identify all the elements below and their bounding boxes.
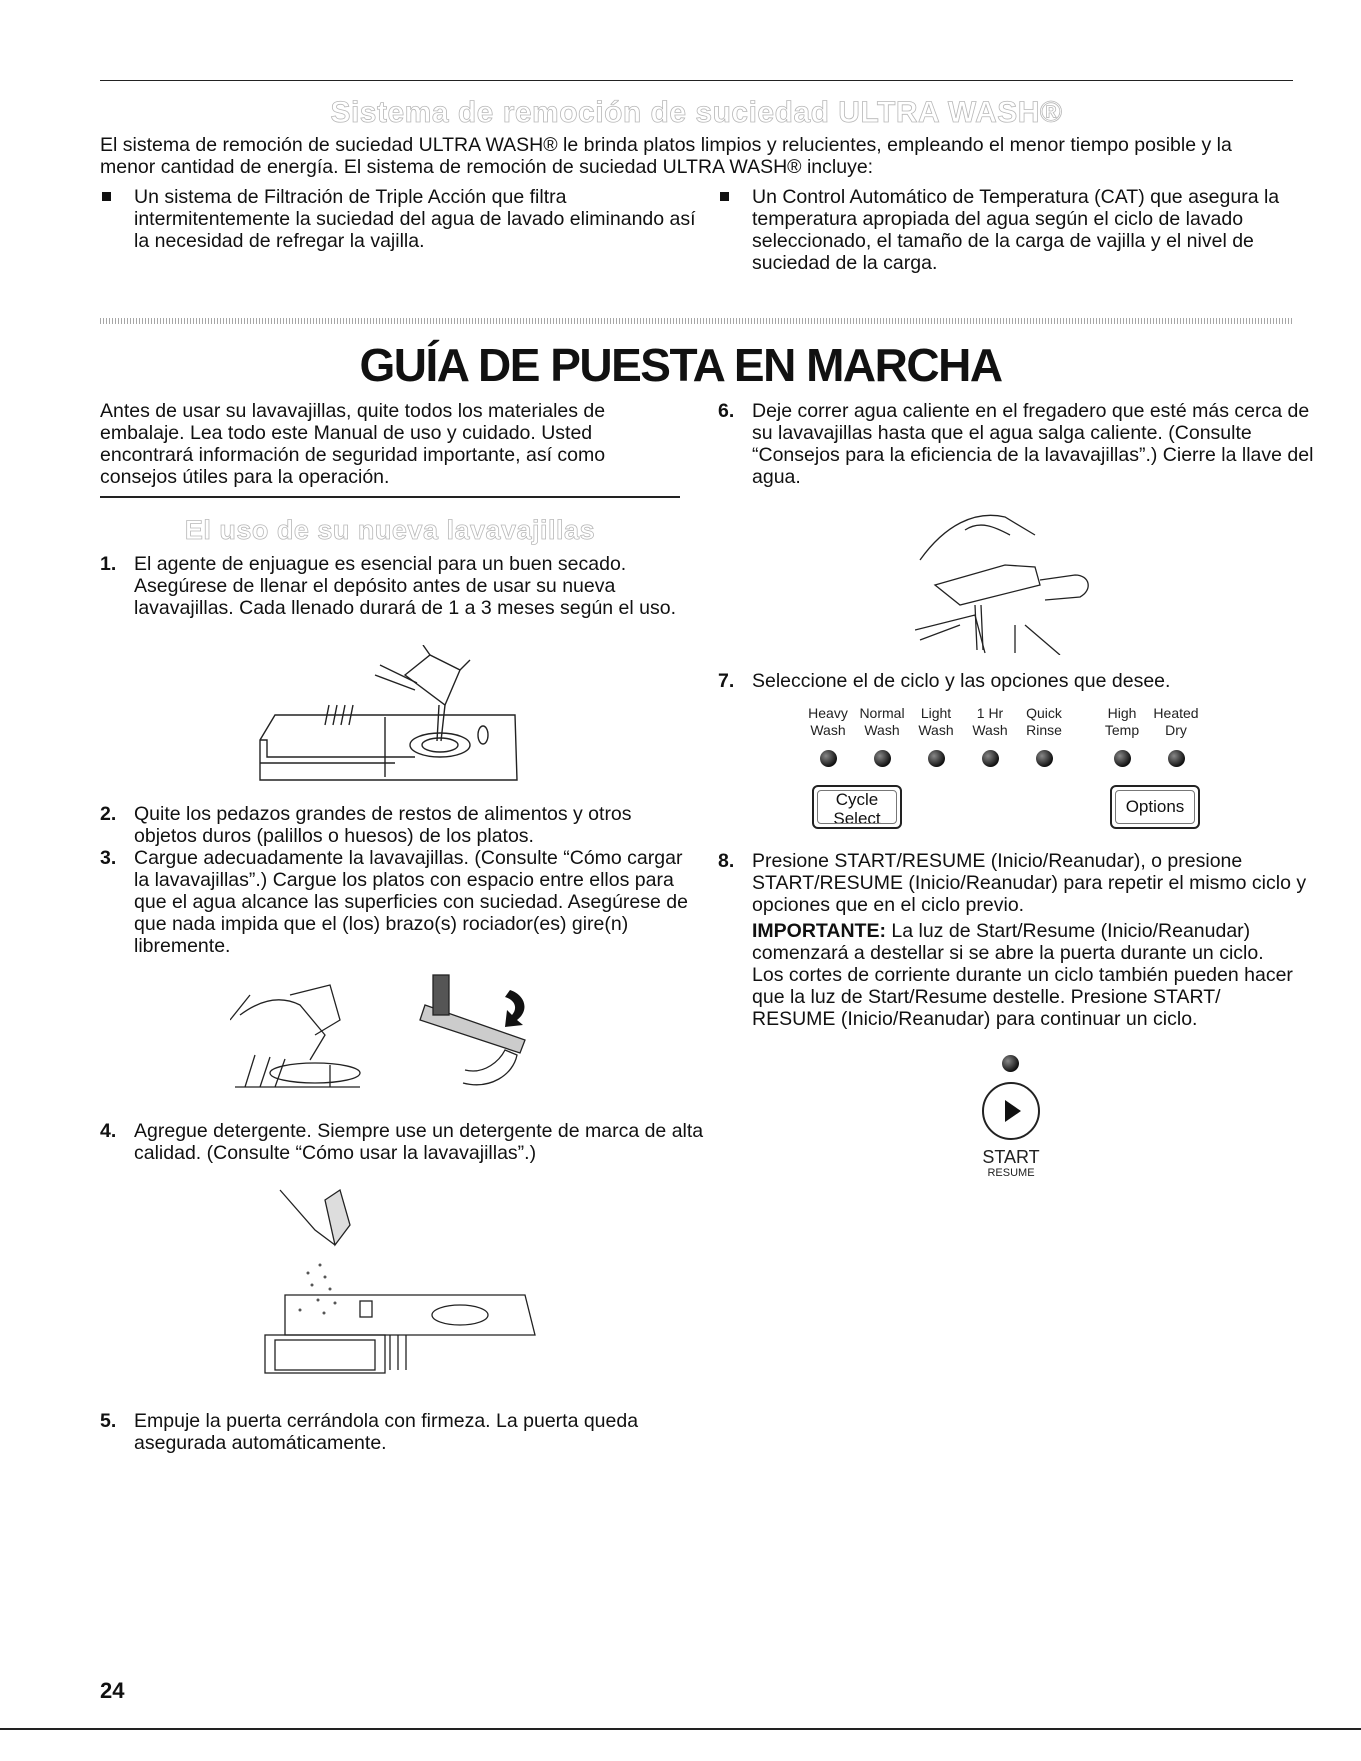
label-line: Temp xyxy=(1104,722,1140,738)
important-text: La luz de Start/Resume (Inicio/Reanudar) comenzará a destellar si se abre la puerta durante un ciclo. Los cortes de corriente durante un ciclo también pueden hacer que la luz de Start/Resume destelle. Presione START/ RESUME (Inicio/Reanudar) para continuar un ciclo. xyxy=(752,920,1293,1030)
button-label-line: Cycle xyxy=(835,790,879,809)
bullet-square xyxy=(720,192,729,201)
bullet-square xyxy=(102,192,111,201)
step-text: Deje correr agua caliente en el fregadero que esté más cerca de su lavavajillas hasta que el agua salga caliente. (Consulte “Consejos para la eficiencia de la lavavajillas”.) Cierre la llave del agua. xyxy=(752,400,1314,488)
label-line: Wash xyxy=(864,722,900,738)
step-7 xyxy=(718,670,1327,692)
step-text: Quite los pedazos grandes de restos de alimentos y otros objetos duros (palillos o huesos) de los platos. xyxy=(134,803,632,847)
important-note xyxy=(752,920,1297,1030)
cycle-heavy-wash-led xyxy=(820,750,837,767)
label-line: 1 Hr xyxy=(976,705,1004,721)
cycle-1hr-wash-label xyxy=(960,705,1020,739)
step-2 xyxy=(100,803,689,847)
ultrawash-title: Sistema de remoción de suciedad ULTRA WASH® xyxy=(330,96,1063,129)
option-high-temp-label xyxy=(1092,705,1152,739)
cycle-quick-rinse-label xyxy=(1014,705,1074,739)
step-5 xyxy=(100,1410,704,1454)
cycle-select-button[interactable] xyxy=(812,785,902,829)
option-high-temp-led xyxy=(1114,750,1131,767)
label-line: Wash xyxy=(810,722,846,738)
label-line: Dry xyxy=(1165,722,1187,738)
label-line: Wash xyxy=(918,722,954,738)
step-1 xyxy=(100,553,689,619)
spray-arm-illustration xyxy=(405,965,540,1090)
options-button[interactable] xyxy=(1110,785,1200,829)
cycle-1hr-wash-led xyxy=(982,750,999,767)
step-number: 4. xyxy=(100,1120,117,1142)
start-resume-led xyxy=(1002,1055,1019,1072)
label-line: Wash xyxy=(972,722,1008,738)
label-line: Heavy xyxy=(808,705,848,721)
step-text: Seleccione el de ciclo y las opciones que desee. xyxy=(752,670,1171,692)
button-label: Options xyxy=(1125,797,1185,816)
guide-title: GUÍA DE PUESTA EN MARCHA xyxy=(359,339,1002,391)
bullet-text: Un Control Automático de Temperatura (CAT) que asegura la temperatura apropiada del agua según el ciclo de lavado seleccionado, el tamaño de la carga de vajilla y el nivel de suciedad de la carga. xyxy=(752,186,1280,274)
section-separator xyxy=(100,318,1293,324)
rinse-aid-dispenser-illustration xyxy=(255,645,535,795)
step-text: Presione START/RESUME (Inicio/Reanudar), o presione START/RESUME (Inicio/Reanudar) para repetir el mismo ciclo y opciones que en el ciclo previo. xyxy=(752,850,1307,916)
step-4 xyxy=(100,1120,704,1164)
option-heated-dry-led xyxy=(1168,750,1185,767)
ultrawash-intro-line2: menor cantidad de energía. El sistema de remoción de suciedad ULTRA WASH® incluye: xyxy=(100,156,874,178)
button-label-line: Select xyxy=(833,809,881,828)
step-number: 7. xyxy=(718,670,735,692)
bottom-rule xyxy=(0,1728,1361,1730)
important-label: IMPORTANTE: xyxy=(752,920,886,942)
step-number: 1. xyxy=(100,553,117,575)
detergent-dispenser-illustration xyxy=(250,1185,540,1375)
step-8 xyxy=(718,850,1332,916)
bullet-text: Un sistema de Filtración de Triple Acción que filtra intermitentemente la suciedad del agua de lavado eliminando así la necesidad de refregar la vajilla. xyxy=(134,186,696,252)
ultrawash-intro-line1: El sistema de remoción de suciedad ULTRA WASH® le brinda platos limpios y relucientes, empleando el menor tiempo posible y la xyxy=(100,134,1232,156)
start-label: START xyxy=(982,1147,1040,1167)
cycle-light-wash-label xyxy=(906,705,966,739)
top-rule xyxy=(100,80,1293,81)
step-number: 3. xyxy=(100,847,117,869)
label-line: Heated xyxy=(1153,705,1199,721)
label-line: Rinse xyxy=(1026,722,1062,738)
cycle-light-wash-led xyxy=(928,750,945,767)
guide-intro: Antes de usar su lavavajillas, quite todos los materiales de embalaje. Lea todo este Manual de uso y cuidado. Usted encontrará información de seguridad importante, así como consejos útiles para la operación. xyxy=(100,400,606,488)
step-number: 5. xyxy=(100,1410,117,1432)
loading-dishes-illustration xyxy=(230,975,365,1095)
page-number: 24 xyxy=(100,1678,125,1703)
faucet-illustration xyxy=(915,505,1095,655)
cycle-heavy-wash-label xyxy=(798,705,858,739)
step-text: Agregue detergente. Siempre use un detergente de marca de alta calidad. (Consulte “Cómo usar la lavavajillas”.) xyxy=(134,1120,704,1164)
step-6 xyxy=(718,400,1327,488)
step-text: Empuje la puerta cerrándola con firmeza. La puerta queda asegurada automáticamente. xyxy=(134,1410,639,1454)
label-line: Light xyxy=(920,705,952,721)
step-number: 2. xyxy=(100,803,117,825)
left-column-rule xyxy=(100,496,680,498)
step-3 xyxy=(100,847,699,957)
cycle-normal-wash-led xyxy=(874,750,891,767)
label-line: Normal xyxy=(859,705,905,721)
cycle-normal-wash-label xyxy=(852,705,912,739)
ultrawash-bullet-filtration xyxy=(100,186,714,252)
step-number: 6. xyxy=(718,400,735,422)
cycle-quick-rinse-led xyxy=(1036,750,1053,767)
step-text: Cargue adecuadamente la lavavajillas. (Consulte “Cómo cargar la lavavajillas”.) Cargue los platos con espacio entre ellos para que el agua alcance las superficies con suciedad. Asegúrese de que nada impida que el (los) brazo(s) rociador(es) gire(n) libremente. xyxy=(134,847,688,957)
step-text: El agente de enjuague es esencial para un buen secado. Asegúrese de llenar el depósito antes de usar su nueva lavavajillas. Cada llenado durará de 1 a 3 meses según el uso. xyxy=(134,553,677,619)
ultrawash-bullet-temperature xyxy=(718,186,1327,274)
step-number: 8. xyxy=(718,850,735,872)
label-line: High xyxy=(1107,705,1137,721)
option-heated-dry-label xyxy=(1146,705,1206,739)
label-line: Quick xyxy=(1026,705,1062,721)
subsection-title: El uso de su nueva lavavajillas xyxy=(184,515,596,545)
start-resume-button[interactable] xyxy=(980,1080,1042,1142)
resume-label: RESUME xyxy=(987,1167,1035,1179)
